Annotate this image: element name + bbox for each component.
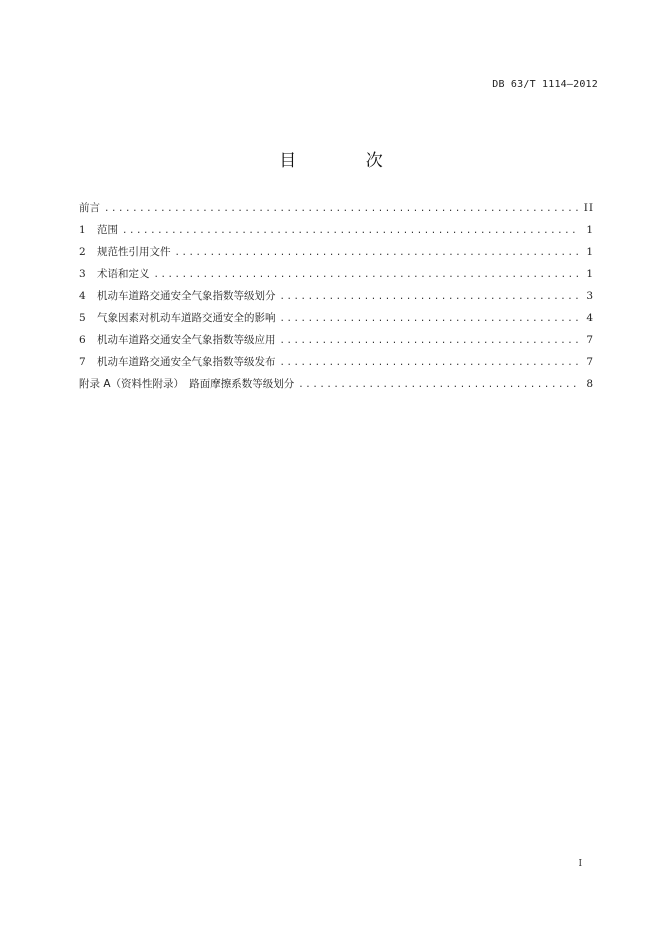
toc-entry-page: 7	[586, 356, 594, 368]
document-code: DB 63/T 1114—2012	[492, 79, 598, 90]
toc-entry-appendix-a[interactable]	[79, 376, 594, 398]
toc-leader-dots	[280, 289, 581, 305]
toc-entry-scope[interactable]	[79, 222, 594, 244]
toc-leader-dots	[104, 201, 580, 217]
toc-entry-title: 机动车道路交通安全气象指数等级发布	[97, 356, 276, 368]
toc-entry-title: 术语和定义	[97, 268, 150, 280]
toc-entry-grade-classification[interactable]	[79, 288, 594, 310]
toc-entry-title: 气象因素对机动车道路交通安全的影响	[97, 312, 276, 324]
toc-entry-title: 机动车道路交通安全气象指数等级划分	[97, 290, 276, 302]
toc-entry-number: 1	[79, 224, 86, 236]
toc-entry-title: 机动车道路交通安全气象指数等级应用	[97, 334, 276, 346]
toc-entry-number: 2	[79, 246, 86, 258]
toc-entry-number: 4	[79, 290, 86, 302]
toc-entry-number: 7	[79, 356, 86, 368]
table-of-contents	[79, 200, 594, 398]
toc-entry-page: 8	[586, 378, 594, 390]
toc-entry-page: 4	[586, 312, 594, 324]
toc-entry-normative-references[interactable]	[79, 244, 594, 266]
toc-entry-title: 前言	[79, 202, 100, 214]
toc-leader-dots	[280, 333, 581, 349]
toc-leader-dots	[280, 311, 581, 327]
page-title: 目 次	[279, 151, 415, 171]
toc-entry-page: II	[583, 202, 594, 214]
toc-leader-dots	[154, 267, 581, 283]
toc-leader-dots	[122, 223, 580, 239]
toc-entry-page: 1	[586, 246, 594, 258]
toc-entry-page: 7	[586, 334, 594, 346]
toc-entry-title: 规范性引用文件	[97, 246, 171, 258]
toc-entry-terms-definitions[interactable]	[79, 266, 594, 288]
toc-entry-page: 1	[586, 268, 594, 280]
toc-entry-page: 3	[586, 290, 594, 302]
page-number: I	[578, 859, 582, 869]
toc-entry-page: 1	[586, 224, 594, 236]
toc-entry-title: 附录 A（资料性附录） 路面摩擦系数等级划分	[79, 378, 295, 390]
toc-entry-foreword[interactable]	[79, 200, 594, 222]
toc-leader-dots	[175, 245, 581, 261]
toc-entry-weather-influence[interactable]	[79, 310, 594, 332]
toc-entry-number: 5	[79, 312, 86, 324]
toc-entry-title: 范围	[97, 224, 118, 236]
toc-entry-grade-application[interactable]	[79, 332, 594, 354]
toc-entry-grade-release[interactable]	[79, 354, 594, 376]
toc-leader-dots	[298, 377, 580, 393]
toc-entry-number: 6	[79, 334, 86, 346]
toc-leader-dots	[280, 355, 581, 371]
toc-entry-number: 3	[79, 268, 86, 280]
